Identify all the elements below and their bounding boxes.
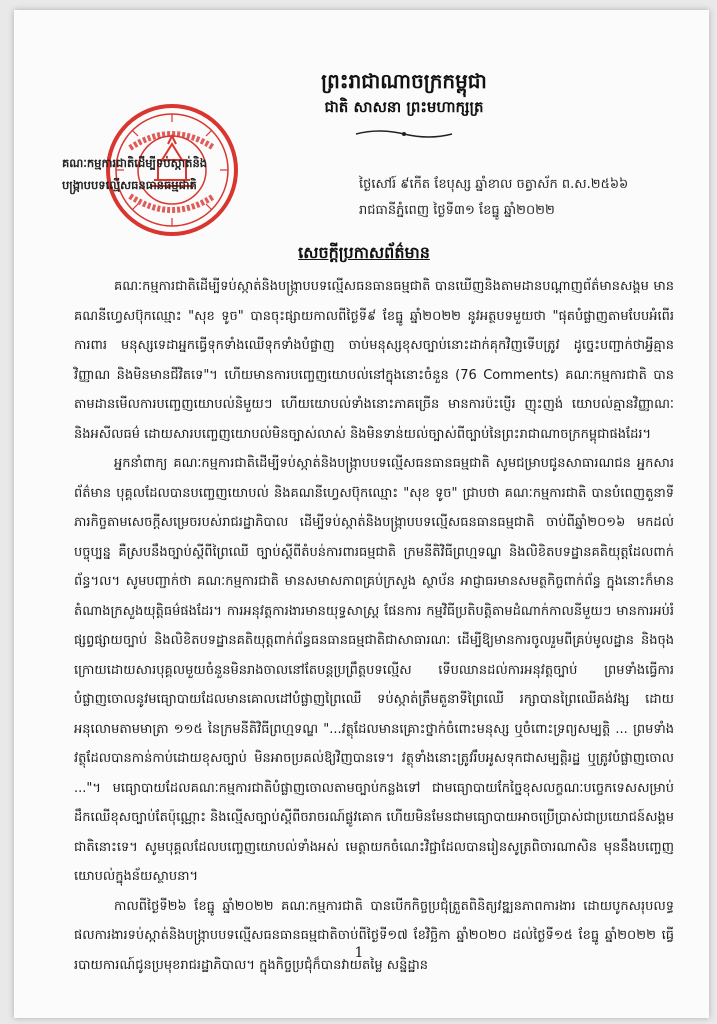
lunar-date: ថ្ងៃសៅរ៍ ៩កើត ខែបុស្ស ឆ្នាំខាល ចត្វាស័ក ព.ស.២៥៦៦: [359, 177, 629, 192]
kingdom-heading: ព្រះរាជាណាចក្រកម្ពុជា: [321, 69, 487, 93]
date-block: [359, 172, 689, 224]
organization-line-2: បង្ក្រាបបទល្មើសធនធានធម្មជាតិ: [62, 178, 197, 192]
issuing-organization: [62, 152, 297, 196]
document-title: សេចក្តីប្រកាសព័ត៌មាន: [298, 243, 430, 262]
national-motto: ជាតិ សាសនា ព្រះមហាក្សត្រ: [324, 98, 484, 116]
ornament-divider: [354, 128, 454, 140]
page-number: 1: [354, 945, 364, 961]
organization-line-1: គណៈកម្មការជាតិដើម្បីទប់ស្កាត់និង: [62, 156, 208, 170]
paragraph-3: កាលពីថ្ងៃទី២៦ ខែធ្នូ ឆ្នាំ២០២២ គណៈកម្មការជាតិ បានបើកកិច្ចប្រជុំត្រួតពិនិត្យវឌ្ឍនភាពការងារ ដោយបូកសរុបលទ្ធផលការងារទប់ស្កាត់និងបង្ក្រាបបទល្មើសធនធានធម្មជាតិចាប់ពីថ្ងៃទី១៧ ខែវិច្ឆិកា ឆ្នាំ២០២០ ដល់ថ្ងៃទី១៥ ខែធ្នូ ឆ្នាំ២០២២ ធ្វើរបាយការណ៍ជូនប្រមុខរាជរដ្ឋាភិបាល។ ក្នុងកិច្ចប្រជុំក៏បានវាយតម្លៃ សន្និដ្ឋាន: [74, 898, 674, 973]
paragraph-2: អ្នកនាំពាក្យ គណៈកម្មការជាតិដើម្បីទប់ស្កាត់និងបង្ក្រាបបទល្មើសធនធានធម្មជាតិ សូមជម្រាបជូនសាធារណជន អ្នកសារព័ត៌មាន បុគ្គលដែលបានបញ្ចេញយោបល់ និងគណនីហ្វេសប៊ុកឈ្មោះ "សុខ ទូច" ជ្រាបថា គណៈកម្មការជាតិ បានបំពេញតួនាទី ភារកិច្ចតាមសេចក្តីសម្រេចរបស់រាជរដ្ឋាភិបាល ដើម្បីទប់ស្កាត់និងបង្ក្រាបបទល្មើសធនធានធម្មជាតិ ចាប់ពីឆ្នាំ២០១៦ មកដល់បច្ចុប្បន្ន គឺស្របនឹងច្បាប់ស្តីពីព្រៃឈើ ច្បាប់ស្តីពីតំបន់ការពារធម្មជាតិ ក្រមនីតិវិធីព្រហ្មទណ្ឌ និងលិខិតបទដ្ឋានគតិយុត្តដែលពាក់ព័ន្ធ។ល។ សូមបញ្ជាក់ថា គណៈកម្មការជាតិ មានសមាសភាពគ្រប់ក្រសួង ស្ថាប័ន អាជ្ញាធរមានសមត្ថកិច្ចពាក់ព័ន្ធ ក្នុងនោះក៏មានតំណាងក្រសួងយុត្តិធម៌ផងដែរ។ ការអនុវត្តការងារមានយុទ្ធសាស្ត្រ ផែនការ កម្មវិធីប្រតិបត្តិតាមដំណាក់កាលនីមួយៗ មានការអប់រំ ផ្សព្វផ្សាយច្បាប់ និងលិខិតបទដ្ឋានគតិយុត្តពាក់ព័ន្ធធនធានធម្មជាតិជាសាធារណៈ ដើម្បីឱ្យមានការចូលរួមពីគ្រប់មូលដ្ឋាន និងចុងក្រោយដោយសារបុគ្គលមួយចំនួនមិនរាងចាលនៅតែបន្តប្រព្រឹត្តបទល្មើស ទើបឈានដល់ការអនុវត្តច្បាប់ ព្រមទាំងធ្វើការបំផ្លាញចោលនូវមធ្យោបាយដែលមានគោលដៅបំផ្លាញព្រៃឈើ ទប់ស្កាត់ត្រឹមតួនាទីព្រៃឈើ រក្សាបានព្រៃឈើគង់វង្ស ដោយអនុលោមតាមមាត្រា ១១៥ នៃក្រមនីតិវិធីព្រហ្មទណ្ឌ "...វត្ថុដែលមានគ្រោះថ្នាក់ចំពោះមនុស្ស ឬចំពោះទ្រព្យសម្បត្តិ ... ព្រមទាំងវត្ថុដែលបានកាន់កាប់ដោយខុសច្បាប់ មិនអាចប្រគល់ឱ្យវិញបានទេ។ វត្ថុទាំងនោះត្រូវរឹបអូសទុកជាសម្បត្តិរដ្ឋ ឬត្រូវបំផ្លាញចោល ..."។ មធ្យោបាយដែលគណៈកម្មការជាតិបំផ្លាញចោលតាមច្បាប់កន្លងទៅ ជាមធ្យោបាយកែច្នៃខុសលក្ខណៈបច្ចេកទេសសម្រាប់ដឹកឈើខុសច្បាប់តែប៉ុណ្ណោះ និងល្មើសច្បាប់ស្តីពីចរាចរណ៍ផ្លូវគោក ហើយមិនមែនជាមធ្យោបាយអាចប្រើប្រាស់ជាប្រយោជន៍សង្គមជាតិនោះទេ។ សូមបុគ្គលដែលបញ្ចេញយោបល់ទាំងអស់ មេត្តាយកចំណេះវិជ្ជាដែលបានរៀនសូត្រពិចារណាសិន មុននឹងបញ្ចេញយោបល់ក្នុងន័យស្ថាបនា។: [74, 456, 674, 884]
document-body: [74, 272, 674, 980]
document-page: [14, 10, 709, 1018]
paragraph-1: គណៈកម្មការជាតិដើម្បីទប់ស្កាត់និងបង្ក្រាបបទល្មើសធនធានធម្មជាតិ បានឃើញនិងតាមដានបណ្តាញព័ត៌មានសង្គម មានគណនីហ្វេសប៊ុកឈ្មោះ "សុខ ទូច" បានចុះផ្សាយកាលពីថ្ងៃទី៩ ខែធ្នូ ឆ្នាំ២០២២ នូវអត្ថបទមួយថា "ផុតបំផ្លាញតាមបែបអំពើរការពារ មនុស្សទេដាអ្នកធ្វើទុកទាំងឈើទុកទាំងបំផ្លាញ ចាប់មនុស្សខុសច្បាប់នោះដាក់គុកវិញទើបត្រូវ ដូច្នេះបញ្ជាក់ថាអ្វីគ្មានវិញ្ញាណ និងមិនមានជីវិតទេ"។ ហើយមានការបញ្ចេញយោបល់នៅក្នុងនោះចំនួន (76 Comments) គណៈកម្មការជាតិ បានតាមដានមើលការបញ្ចេញយោបល់និមួយៗ ហើយយោបល់ទាំងនោះភាគច្រើន មានការប៉ះប្ញើរ ញុះញង់ យោបល់គ្មានវិញ្ញាណៈ និងអសីលធម៌ ដោយសារបញ្ចេញយោបល់មិនច្បាស់លាស់ និងមិនទាន់យល់ច្បាស់ពីច្បាប់នៃព្រះរាជាណាចក្រកម្ពុជាផងដែរ។: [74, 279, 674, 442]
solar-date: រាជធានីភ្នំពេញ ថ្ងៃទី៣១ ខែធ្នូ ឆ្នាំ២០២២: [359, 203, 555, 218]
